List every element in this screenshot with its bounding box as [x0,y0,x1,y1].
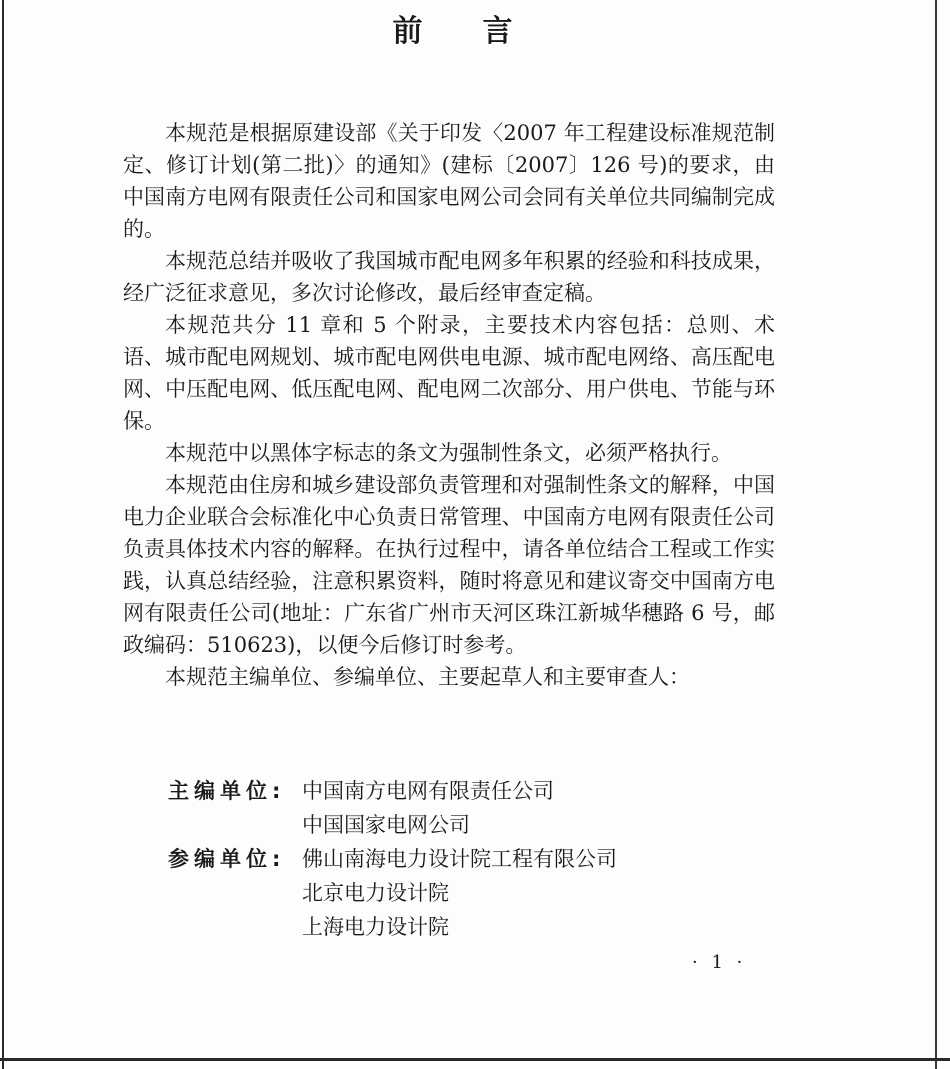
paragraph-summary: 本规范总结并吸收了我国城市配电网多年积累的经验和科技成果，经广泛征求意见，多次讨论修改，最后经审查定稿。 [123,249,775,305]
participating-unit-name: 北京电力设计院 [302,881,449,905]
chief-units-row [168,774,728,842]
chief-units-label: 主编单位: [168,779,286,803]
page-edge-bottom [0,1058,950,1061]
paragraph-mandatory: 本规范中以黑体字标志的条文为强制性条文，必须严格执行。 [165,441,732,465]
chief-unit-name: 中国南方电网有限责任公司 [302,779,554,803]
participating-unit-name: 上海电力设计院 [302,915,449,939]
participating-units-row [168,842,728,944]
participating-unit-name: 佛山南海电力设计院工程有限公司 [302,847,617,871]
paragraph-contents: 本规范共分 11 章和 5 个附录，主要技术内容包括：总则、术语、城市配电网规划、城市配电网供电电源、城市配电网络、高压配电网、中压配电网、低压配电网、配电网二次部分、用户供电、节能与环保。 [123,313,775,433]
chief-units-names [302,774,728,842]
chief-unit-name: 中国国家电网公司 [302,813,470,837]
page-edge-right [935,0,937,1069]
preface-body [123,117,775,693]
participating-units-names [302,842,728,944]
paragraph-units-intro: 本规范主编单位、参编单位、主要起草人和主要审查人： [165,665,690,689]
participating-units-label: 参编单位: [168,847,286,871]
page-edge-left [2,0,4,1069]
page-title: 前言 [392,14,573,49]
paragraph-basis: 本规范是根据原建设部《关于印发〈2007 年工程建设标准规范制定、修订计划(第二批)〉的通知》(建标〔2007〕126 号)的要求，由中国南方电网有限责任公司和国家电网公司会同有关单位共同编制完成的。 [123,121,775,241]
page-number: · 1 · [692,952,747,973]
paragraph-management: 本规范由住房和城乡建设部负责管理和对强制性条文的解释，中国电力企业联合会标准化中心负责日常管理、中国南方电网有限责任公司负责具体技术内容的解释。在执行过程中，请各单位结合工程或工作实践，认真总结经验，注意积累资料，随时将意见和建议寄交中国南方电网有限责任公司(地址：广东省广州市天河区珠江新城华穗路 6 号，邮政编码：510623)，以便今后修订时参考。 [123,473,775,657]
units-list [168,774,728,944]
